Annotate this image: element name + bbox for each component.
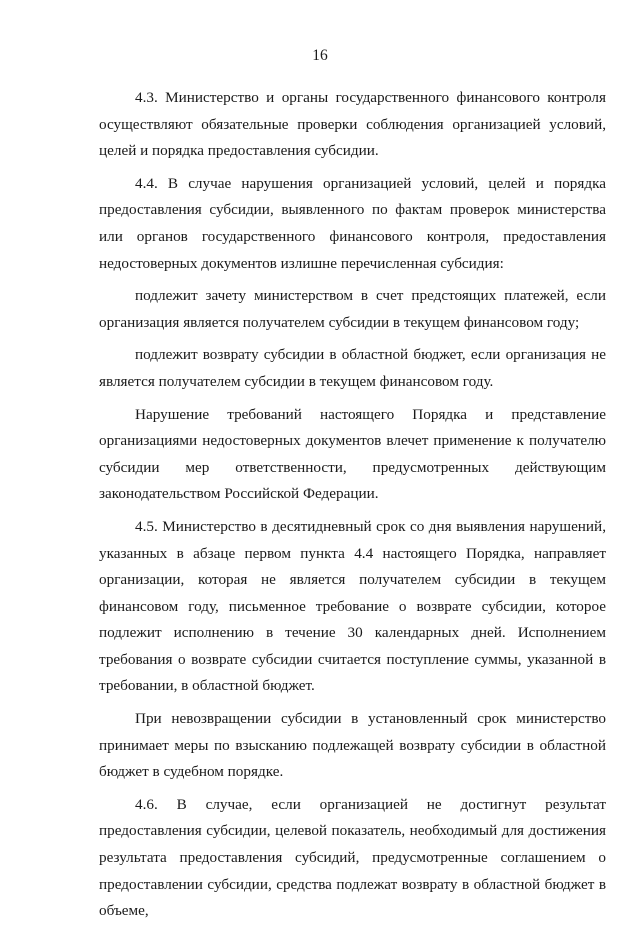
paragraph-offset-clause: подлежит зачету министерством в счет предстоящих платежей, если организация является получателем субсидии в текущем финансовом году; — [99, 287, 606, 331]
paragraph-recovery: При невозвращении субсидии в установленный срок министерство принимает меры по взысканию подлежащей возврату субсидии в областной бюджет в судебном порядке. — [99, 710, 606, 781]
document-body — [99, 79, 606, 925]
paragraph-4-6: 4.6. В случае, если организацией не достигнут результат предоставления субсидии, целевой показатель, необходимый для достижения результата предоставления субсидий, предусмотренные соглашением о предоставлении субсидии, средства подлежат возврату в областной бюджет в объеме, — [99, 795, 606, 920]
paragraph-4-3: 4.3. Министерство и органы государственного финансового контроля осуществляют обязательные проверки соблюдения организацией условий, целей и порядка предоставления субсидии. — [99, 89, 606, 160]
paragraph-liability: Нарушение требований настоящего Порядка и представление организациями недостоверных документов влечет применение к получателю субсидии мер ответственности, предусмотренных действующим законодательством Российской Федерации. — [99, 405, 606, 503]
page-number: 16 — [312, 47, 328, 64]
paragraph-4-4: 4.4. В случае нарушения организацией условий, целей и порядка предоставления субсидии, выявленного по фактам проверок министерства или органов государственного финансового контроля, предоставления недостоверных документов излишне перечисленная субсидия: — [99, 174, 606, 272]
paragraph-4-5: 4.5. Министерство в десятидневный срок со дня выявления нарушений, указанных в абзаце первом пункта 4.4 настоящего Порядка, направляет организации, которая не является получателем субсидии в текущем финансовом году, письменное требование о возврате субсидии, которое подлежит исполнению в течение 30 календарных дней. Исполнением требования о возврате субсидии считается поступление суммы, указанной в требовании, в областной бюджет. — [99, 517, 606, 695]
paragraph-return-clause: подлежит возврату субсидии в областной бюджет, если организация не является получателем субсидии в текущем финансовом году. — [99, 346, 606, 390]
